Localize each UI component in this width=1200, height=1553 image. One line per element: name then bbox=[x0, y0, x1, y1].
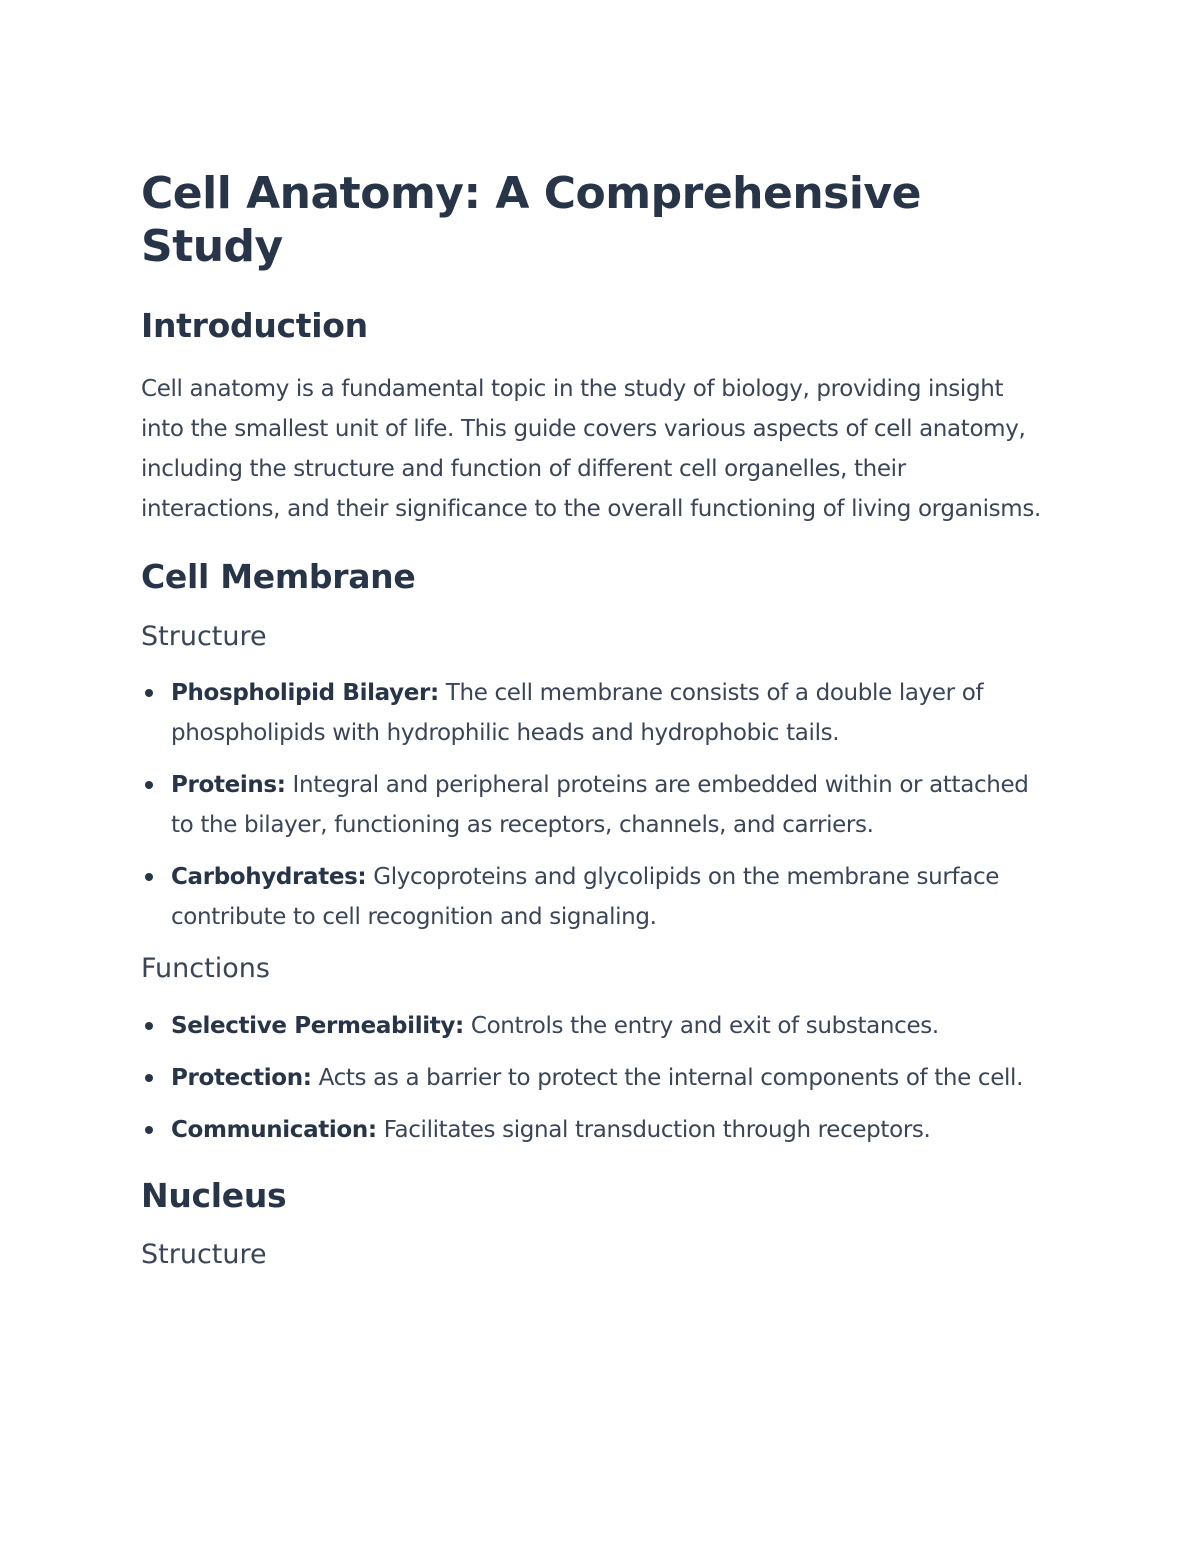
list-item bbox=[141, 673, 1050, 753]
list-item bbox=[141, 857, 1050, 937]
subheading-membrane-functions: Functions bbox=[141, 953, 270, 985]
list-item bbox=[141, 1006, 1050, 1046]
list-item-text: Controls the entry and exit of substances. bbox=[463, 1012, 939, 1039]
list-item-term: Proteins: bbox=[171, 772, 286, 799]
bullet-icon bbox=[145, 1022, 153, 1030]
list-item-term: Protection: bbox=[171, 1064, 312, 1091]
bullet-icon bbox=[145, 873, 153, 881]
list-item bbox=[141, 765, 1050, 845]
list-item bbox=[141, 1058, 1050, 1098]
introduction-paragraph: Cell anatomy is a fundamental topic in the study of biology, providing insight into the smallest unit of life. This guide covers various aspects of cell anatomy, including the structure and function of different cell organelles, their interactions, and their significance to the overall functioning of living organisms. bbox=[141, 376, 1041, 523]
bullet-icon bbox=[145, 1074, 153, 1082]
section-heading-nucleus: Nucleus bbox=[141, 1175, 287, 1215]
list-item-term: Communication: bbox=[171, 1116, 377, 1143]
list-item-text: Integral and peripheral proteins are embedded within or attached to the bilayer, functioning as receptors, channels, and carriers. bbox=[171, 772, 1029, 839]
bullet-icon bbox=[145, 689, 153, 697]
list-item bbox=[141, 1110, 1050, 1150]
subheading-nucleus-structure: Structure bbox=[141, 1239, 267, 1271]
membrane-structure-list bbox=[141, 673, 1050, 937]
list-item-term: Phospholipid Bilayer: bbox=[171, 680, 439, 707]
membrane-functions-list bbox=[141, 1006, 1050, 1150]
bullet-icon bbox=[145, 1126, 153, 1134]
section-introduction bbox=[141, 306, 1050, 530]
list-item-text: Facilitates signal transduction through receptors. bbox=[376, 1116, 931, 1143]
subheading-membrane-structure: Structure bbox=[141, 620, 267, 652]
section-heading-cell-membrane: Cell Membrane bbox=[141, 557, 416, 597]
list-item-text: Acts as a barrier to protect the internal components of the cell. bbox=[311, 1064, 1024, 1091]
section-heading-introduction: Introduction bbox=[141, 305, 368, 345]
bullet-icon bbox=[145, 781, 153, 789]
list-item-text: The cell membrane consists of a double layer of phospholipids with hydrophilic heads and hydrophobic tails. bbox=[171, 680, 984, 747]
list-item-text: Glycoproteins and glycolipids on the membrane surface contribute to cell recognition and signaling. bbox=[171, 864, 1000, 931]
list-item-term: Carbohydrates: bbox=[171, 864, 367, 891]
document-title: Cell Anatomy: A Comprehensive Study bbox=[141, 168, 921, 272]
section-cell-membrane bbox=[141, 557, 1050, 1149]
list-item-term: Selective Permeability: bbox=[171, 1012, 464, 1039]
section-nucleus bbox=[141, 1176, 1050, 1272]
